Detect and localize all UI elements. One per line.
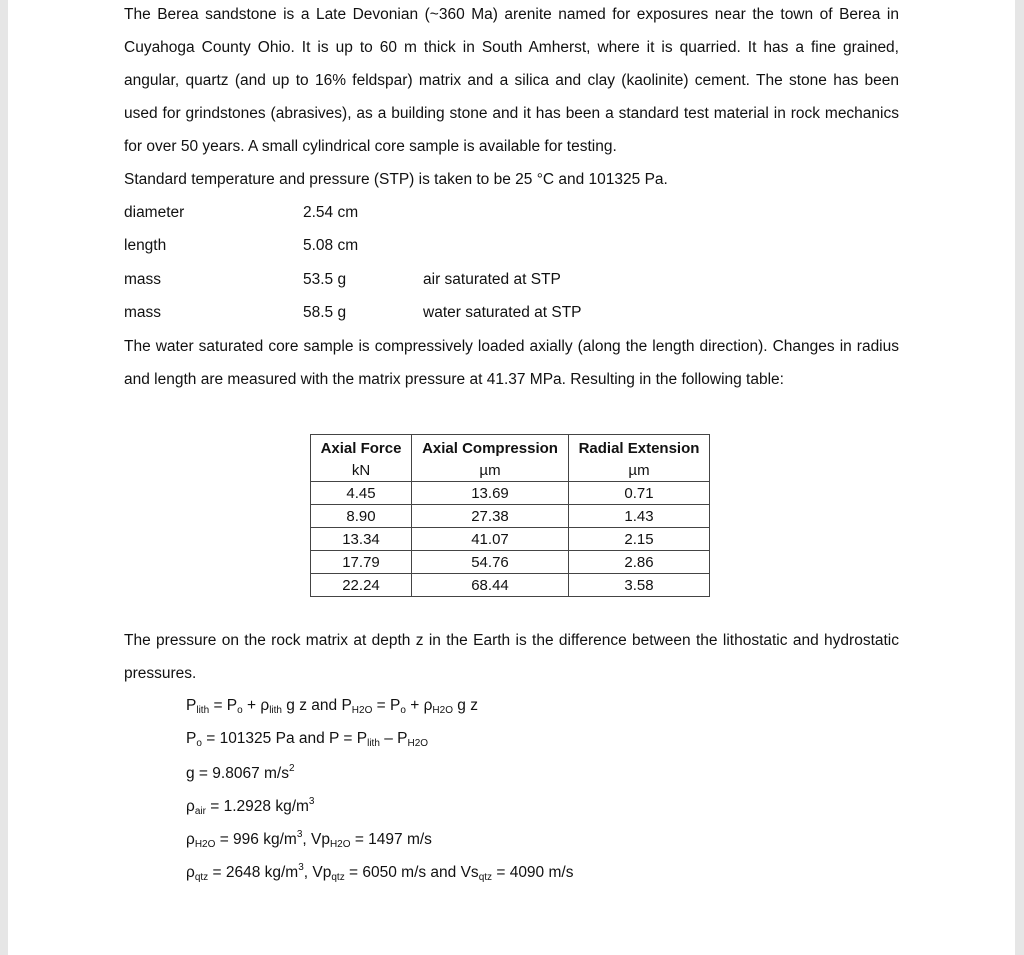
table-cell: 2.86 <box>569 551 710 574</box>
table-units-row <box>311 459 710 482</box>
property-label: diameter <box>124 204 185 221</box>
loading-paragraph: The water saturated core sample is compressively loaded axially (along the length direction). Changes in radius and length are measured with the matrix pressure at 41.37 MPa. Resulting in the following table: <box>124 338 899 388</box>
intro-paragraph: The Berea sandstone is a Late Devonian (~360 Ma) arenite named for exposures near the town of Berea in Cuyahoga County Ohio. It is up to 60 m thick in South Amherst, where it is quarried. It has a fine grained, angular, quartz (and up to 16% feldspar) matrix and a silica and clay (kaolinite) cement. The stone has been used for grindstones (abrasives), as a building stone and it has been a standard test material in rock mechanics for over 50 years. A small cylindrical core sample is available for testing. <box>124 6 899 155</box>
intro-block <box>124 0 899 200</box>
table-header: Axial Compression <box>412 435 569 460</box>
formula-po: $P_o = 101325$ Pa and $P = P_{lith} - P_{H2O}$ <box>186 730 429 749</box>
property-note: air saturated at STP <box>423 271 561 288</box>
table-cell: 54.76 <box>412 551 569 574</box>
table-unit: µm <box>412 459 569 482</box>
table-cell: 1.43 <box>569 505 710 528</box>
measurement-table <box>310 434 710 597</box>
table-cell: 0.71 <box>569 482 710 505</box>
pressure-paragraph: The pressure on the rock matrix at depth z in the Earth is the difference between the lithostatic and hydrostatic pressures. <box>124 632 899 682</box>
loading-block <box>124 330 899 396</box>
table-cell: 22.24 <box>311 574 412 597</box>
table-header: Radial Extension <box>569 435 710 460</box>
table-cell: 3.58 <box>569 574 710 597</box>
table-cell: 68.44 <box>412 574 569 597</box>
table-cell: 4.45 <box>311 482 412 505</box>
table-header: Axial Force <box>311 435 412 460</box>
property-label: mass <box>124 304 162 321</box>
table-row <box>311 551 710 574</box>
property-note: water saturated at STP <box>423 304 582 321</box>
property-value: 5.08 cm <box>303 237 359 254</box>
table-cell: 41.07 <box>412 528 569 551</box>
table-cell: 27.38 <box>412 505 569 528</box>
property-value: 58.5 g <box>303 304 347 321</box>
property-value: 53.5 g <box>303 271 347 288</box>
pressure-block <box>124 624 899 690</box>
table-row <box>311 482 710 505</box>
table-cell: 17.79 <box>311 551 412 574</box>
table-header-row <box>311 435 710 460</box>
table-cell: 13.69 <box>412 482 569 505</box>
property-value: 2.54 cm <box>303 204 359 221</box>
table-cell: 8.90 <box>311 505 412 528</box>
formula-h2o: $\rho_{H2O} = 996$ $kg/m^3$, $Vp_{H2O} = 1497$ m/s <box>186 829 432 850</box>
property-label: length <box>124 237 167 254</box>
formula-rho-air: $\rho_{air} = 1.2928$ $kg/m^3$ <box>186 796 315 817</box>
formula-qtz: $\rho_{qtz} = 2648$ $kg/m^3$, $Vp_{qtz} = 6050$ m/s and $Vs_{qtz} = 4090$ m/s <box>186 862 574 883</box>
table-unit: kN <box>311 459 412 482</box>
formula-lith-h2o: $P_{lith} = P_o + \rho_{lith}$ g z and $P_{H2O} = P_o + \rho_{H2O}$ g z <box>186 697 478 716</box>
stp-paragraph: Standard temperature and pressure (STP) is taken to be 25 °C and 101325 Pa. <box>124 171 668 188</box>
formula-g: g = 9.8067 $m/s^2$ <box>186 763 295 782</box>
table-row <box>311 574 710 597</box>
table-cell: 2.15 <box>569 528 710 551</box>
table-cell: 13.34 <box>311 528 412 551</box>
table-row <box>311 505 710 528</box>
table-row <box>311 528 710 551</box>
table-unit: µm <box>569 459 710 482</box>
property-label: mass <box>124 271 162 288</box>
